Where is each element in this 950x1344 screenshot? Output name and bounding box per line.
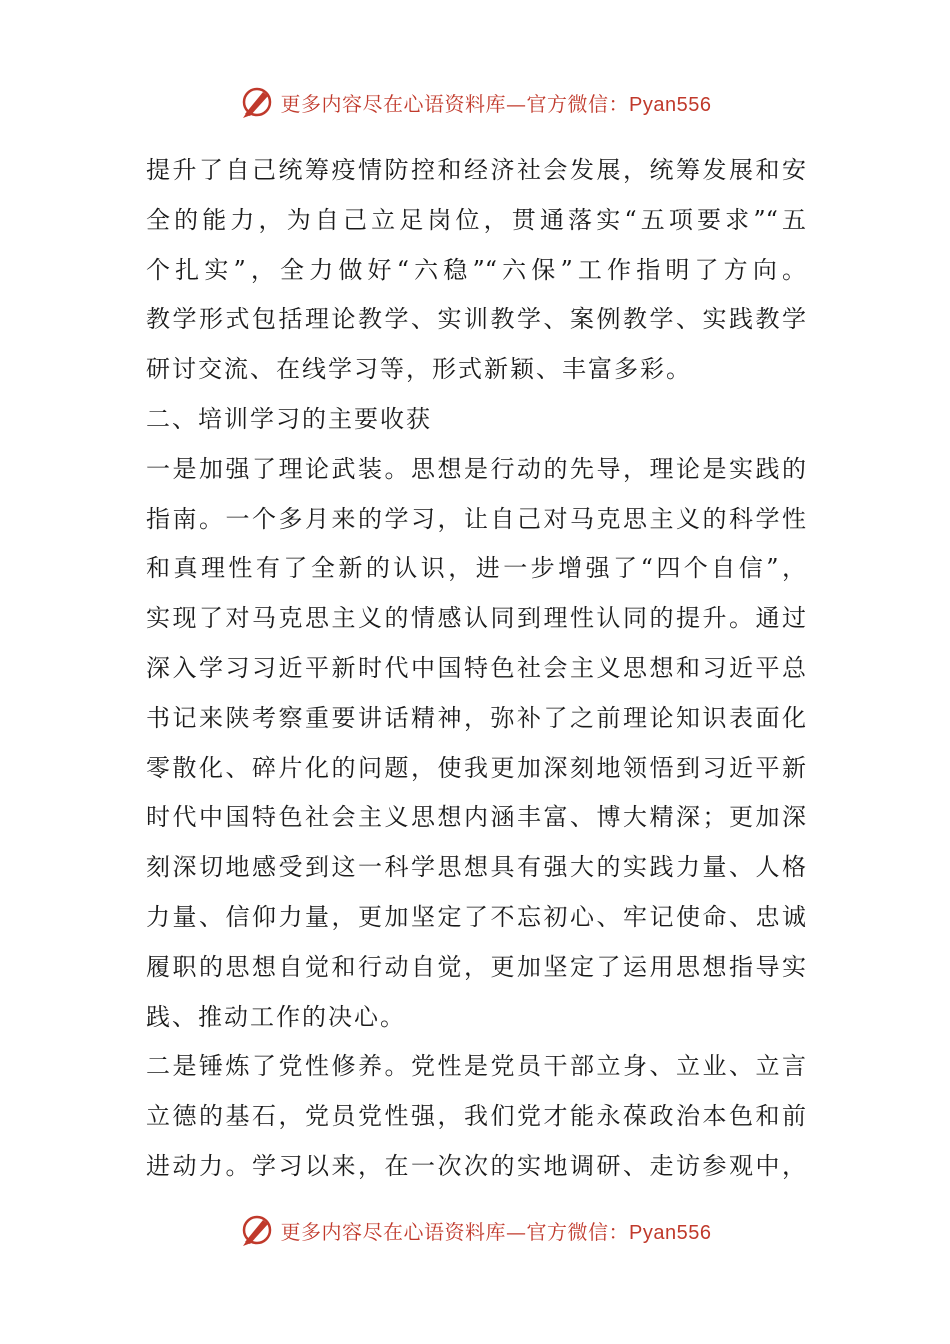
- banner-text: [281, 1216, 712, 1245]
- text-line: 个扎实”，全力做好“六稳”“六保”工作指明了方向。: [146, 255, 806, 284]
- banner-text: [281, 88, 712, 117]
- text-line: 零散化、碎片化的问题，使我更加深刻地领悟到习近平新: [146, 753, 806, 782]
- text-line: 力量、信仰力量，更加坚定了不忘初心、牢记使命、忠诚: [146, 902, 806, 931]
- text-line: 全的能力，为自己立足岗位，贯通落实“五项要求”“五: [146, 205, 806, 234]
- text-line: 二、培训学习的主要收获: [146, 404, 432, 433]
- banner-label: 更多内容尽在心语资料库—官方微信：: [280, 91, 630, 116]
- text-line: 书记来陕考察重要讲话精神，弥补了之前理论知识表面化: [146, 703, 806, 732]
- text-line: 立德的基石，党员党性强，我们党才能永葆政治本色和前: [146, 1102, 806, 1131]
- text-line: 研讨交流、在线学习等，形式新颖、丰富多彩。: [146, 355, 692, 384]
- banner-label: 更多内容尽在心语资料库—官方微信：: [280, 1219, 630, 1244]
- header-banner: [0, 82, 950, 122]
- text-line: 提升了自己统筹疫情防控和经济社会发展，统筹发展和安: [146, 156, 806, 184]
- banner-wechat-id: Pyan556: [629, 93, 712, 116]
- banner-wechat-id: Pyan556: [629, 1221, 712, 1244]
- text-line: 实现了对马克思主义的情感认同到理性认同的提升。通过: [146, 604, 806, 633]
- text-line: 时代中国特色社会主义思想内涵丰富、博大精深；更加深: [146, 803, 806, 832]
- pen-logo-icon: [239, 84, 275, 120]
- text-line: 一是加强了理论武装。思想是行动的先导，理论是实践的: [146, 454, 806, 483]
- text-line: 践、推动工作的决心。: [146, 1002, 406, 1031]
- text-line: 深入学习习近平新时代中国特色社会主义思想和习近平总: [146, 653, 806, 682]
- footer-banner: [0, 1210, 950, 1250]
- text-line: 履职的思想自觉和行动自觉，更加坚定了运用思想指导实: [146, 952, 806, 981]
- text-line: 进动力。学习以来，在一次次的实地调研、走访参观中，: [146, 1151, 806, 1180]
- text-line: 和真理性有了全新的认识，进一步增强了“四个自信”，: [146, 554, 806, 583]
- document-body: [146, 146, 806, 1192]
- text-line: 刻深切地感受到这一科学思想具有强大的实践力量、人格: [146, 853, 806, 882]
- text-line: 指南。一个多月来的学习，让自己对马克思主义的科学性: [146, 504, 806, 533]
- text-line: 教学形式包括理论教学、实训教学、案例教学、实践教学: [146, 305, 806, 334]
- pen-logo-icon: [239, 1212, 275, 1248]
- text-line: 二是锤炼了党性修养。党性是党员干部立身、立业、立言: [146, 1052, 806, 1081]
